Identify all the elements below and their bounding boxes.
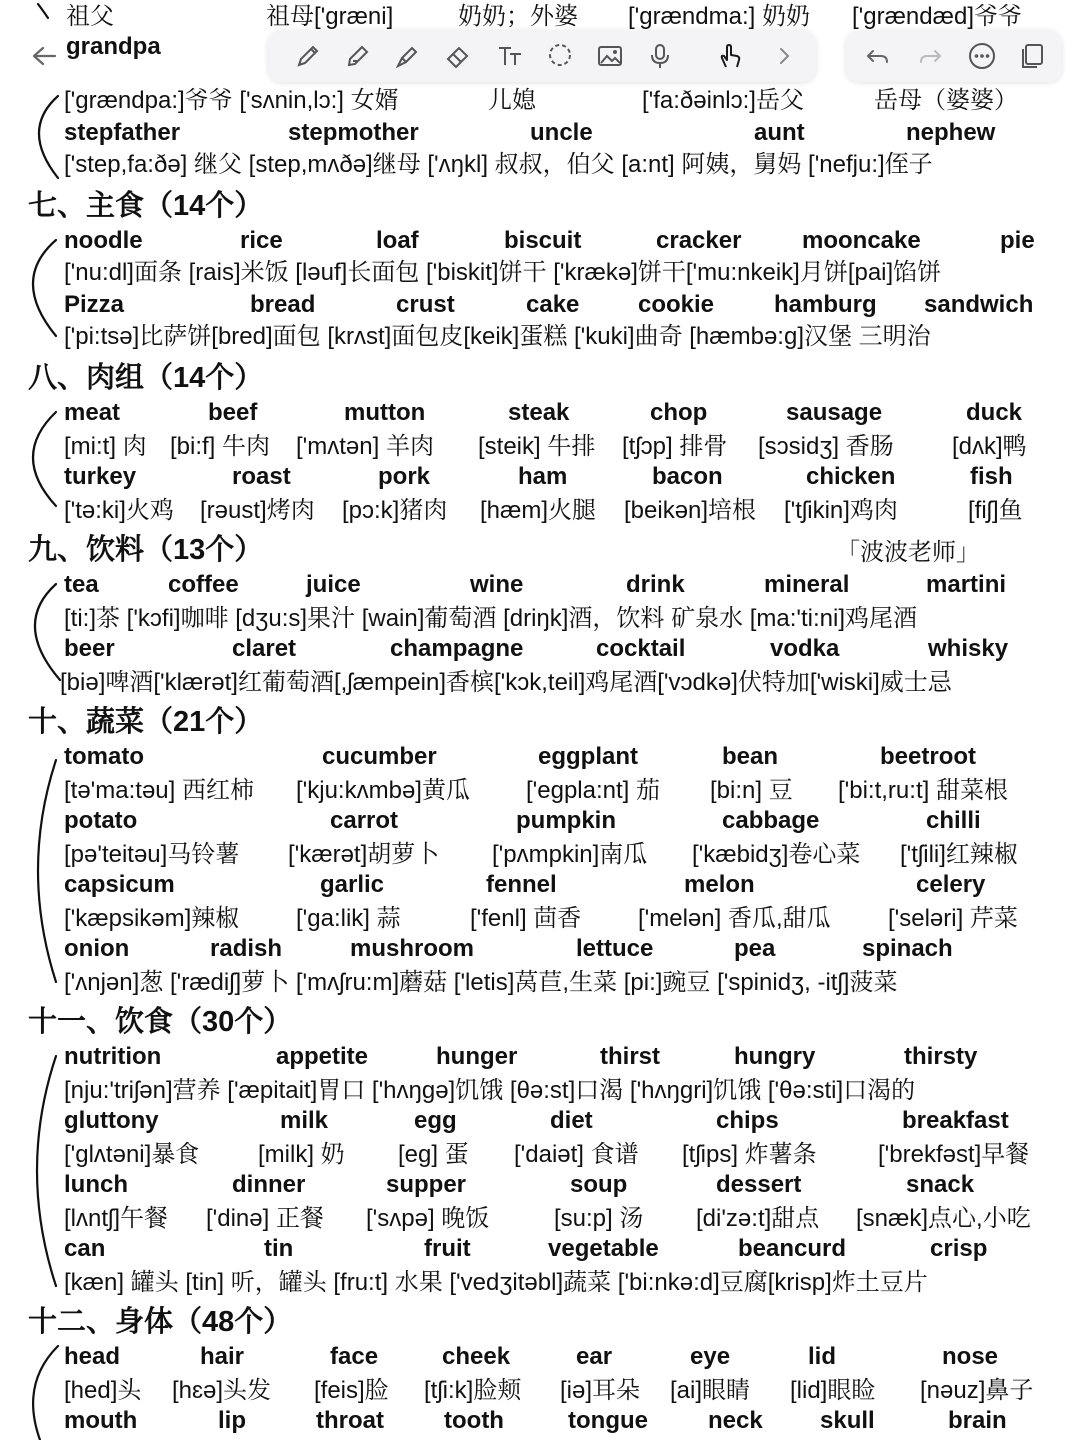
redo-icon (915, 41, 945, 71)
vocab-word: tongue (568, 1407, 648, 1434)
pencil-tool-button[interactable] (290, 38, 326, 74)
gloss-row (0, 494, 1080, 528)
vocab-word: dinner (232, 1171, 306, 1198)
vocab-word: vegetable (548, 1235, 659, 1262)
microphone-icon (645, 41, 675, 71)
vocab-word: snack (906, 1171, 975, 1198)
gloss: [snæk]点心,小吃 (856, 1205, 1031, 1232)
vocab-word: bread (250, 291, 316, 318)
vocab-word: beer (64, 635, 115, 662)
vocab-word: fennel (486, 871, 557, 898)
pages-icon (1017, 41, 1047, 71)
vocab-word: thirst (600, 1043, 660, 1070)
vocab-word: grandpa (66, 33, 161, 60)
vocab-word: biscuit (504, 227, 582, 254)
vocab-word: stepmother (288, 119, 419, 146)
microphone-tool-button[interactable] (642, 38, 678, 74)
vocab-word: throat (316, 1407, 384, 1434)
gloss: [tʃips] 炸薯条 (682, 1141, 817, 1168)
gloss: ['glʌtəni]暴食 (64, 1141, 200, 1168)
gloss: [steik] 牛排 (478, 433, 596, 460)
section-heading: 十一、饮食（30个） (28, 1006, 293, 1038)
back-button[interactable] (24, 38, 64, 74)
gloss-row (0, 966, 1080, 1000)
gloss: [tə'ma:təu] 西红柿 (64, 777, 254, 804)
pen-tool-button[interactable] (340, 38, 376, 74)
gloss: [hed]头 (64, 1377, 142, 1404)
vocab-word: tea (64, 571, 99, 598)
word-row (0, 740, 1080, 774)
vocab-word: sausage (786, 399, 883, 426)
gloss-row (0, 1266, 1080, 1300)
section-heading: 十二、身体（48个） (28, 1306, 293, 1338)
gloss: [mi:t] 肉 (64, 433, 147, 460)
word-row (0, 932, 1080, 966)
vocab-word: soup (570, 1171, 628, 1198)
gloss-row (0, 666, 1080, 700)
action-toolbar (846, 30, 1062, 82)
image-icon (595, 41, 625, 71)
gloss: [nju:'triʃən]营养 ['æpitait]胃口 ['hʌŋgə]饥饿 [θə:st]口渴 ['hʌŋgri]饥饿 ['θə:sti]口渴的 (64, 1077, 916, 1104)
vocab-word: breakfast (902, 1107, 1009, 1134)
vocab-word: aunt (754, 119, 805, 146)
vocab-word: pie (1000, 227, 1035, 254)
gloss: [pɔ:k]猪肉 (342, 497, 448, 524)
top-fragment-row (0, 0, 1080, 34)
vocab-word: lid (808, 1343, 836, 1370)
gloss: ['kju:kʌmbə]黄瓜 (296, 777, 470, 804)
vocab-word: pumpkin (516, 807, 616, 834)
gloss-row (0, 774, 1080, 808)
vocab-word: beef (208, 399, 258, 426)
word-row (0, 1104, 1080, 1138)
vocab-word: chicken (806, 463, 896, 490)
vocab-word: hamburg (774, 291, 877, 318)
gloss: [milk] 奶 (258, 1141, 345, 1168)
pen-icon (343, 41, 373, 71)
vocab-word: ear (576, 1343, 613, 1370)
vocab-word: melon (684, 871, 755, 898)
gloss: [lʌntʃ]午餐 (64, 1205, 169, 1232)
gloss: [tʃi:k]脸颊 (424, 1377, 522, 1404)
vocab-word: radish (210, 935, 283, 962)
word-row (0, 1040, 1080, 1074)
gloss: [lid]眼睑 (790, 1377, 876, 1404)
vocab-word: chop (650, 399, 708, 426)
word-row (0, 568, 1080, 602)
gloss: ['sʌpə] 晚饭 (366, 1205, 490, 1232)
vocab-word: claret (232, 635, 297, 662)
gloss: [kæn] 罐头 [tin] 听，罐头 [fru:t] 水果 ['vedʒitəbl]蔬菜 ['bi:nkə:d]豆腐[krisp]炸土豆片 (64, 1269, 928, 1296)
redo-button[interactable] (912, 38, 948, 74)
gloss: ['tʃili]红辣椒 (900, 841, 1018, 868)
word-row (0, 396, 1080, 430)
gloss: [beikən]培根 (624, 497, 757, 524)
vocab-word: martini (926, 571, 1007, 598)
image-tool-button[interactable] (592, 38, 628, 74)
vocab-word: fruit (424, 1235, 471, 1262)
vocab-word: cabbage (722, 807, 820, 834)
section-heading: 七、主食（14个） (28, 190, 264, 222)
vocab-word: mouth (64, 1407, 138, 1434)
vocab-word: can (64, 1235, 106, 1262)
text-icon (495, 41, 525, 71)
gloss: ['tʃikin]鸡肉 (784, 497, 898, 524)
vocab-word: tin (264, 1235, 294, 1262)
vocab-word: dessert (716, 1171, 802, 1198)
vocab-word: whisky (928, 635, 1009, 662)
word-row (0, 868, 1080, 902)
vocab-word: mushroom (350, 935, 475, 962)
gloss: ['melən] 香瓜,甜瓜 (638, 905, 831, 932)
vocab-word: chilli (926, 807, 981, 834)
gloss: ['seləri] 芹菜 (888, 905, 1018, 932)
gloss: ['egpla:nt] 茄 (526, 777, 660, 804)
gloss: [rəust]烤肉 (200, 497, 315, 524)
vocab-word: eye (690, 1343, 731, 1370)
word-row (0, 804, 1080, 838)
gloss-row (0, 902, 1080, 936)
vocab-word: duck (966, 399, 1023, 426)
vocab-word: stepfather (64, 119, 181, 146)
back-arrow-icon (31, 45, 57, 67)
gloss-row (0, 148, 1080, 182)
more-tools-button[interactable] (766, 38, 802, 74)
gloss: ['step,fa:ðə] 继父 [step,mʌðə]继母 ['ʌŋkl] 叔叔，伯父 [a:nt] 阿姨，舅妈 ['nefju:]侄子 (64, 151, 933, 178)
word-row (0, 1168, 1080, 1202)
vocab-word: crust (396, 291, 455, 318)
section-heading: 八、肉组（14个） (28, 362, 264, 394)
vocab-word: potato (64, 807, 138, 834)
gloss-row (0, 838, 1080, 872)
vocab-word: steak (508, 399, 570, 426)
vocab-word: lip (218, 1407, 246, 1434)
vocab-word: cocktail (596, 635, 686, 662)
word-gloss: 祖母['ɡræni] (266, 3, 394, 30)
gloss-row (0, 84, 1080, 118)
gloss: [iə]耳朵 (560, 1377, 641, 1404)
chevron-right-icon (769, 41, 799, 71)
vocab-word: champagne (390, 635, 524, 662)
word-row (0, 288, 1080, 322)
gloss: ['pi:tsə]比萨饼[bred]面包 [krʌst]面包皮[keik]蛋糕 ['kuki]曲奇 [hæmbə:ɡ]汉堡 三明治 (64, 323, 931, 350)
gloss: ['ʌnjən]葱 ['rædiʃ]萝卜 ['mʌʃru:m]蘑菇 ['letis]莴苣,生菜 [pi:]豌豆 ['spinidʒ, -itʃ]菠菜 (64, 969, 898, 996)
gloss: ['tə:ki]火鸡 (64, 497, 174, 524)
gloss: ['kæpsikəm]辣椒 (64, 905, 240, 932)
vocab-word: tooth (444, 1407, 504, 1434)
vocab-word: lunch (64, 1171, 128, 1198)
gloss-row (0, 320, 1080, 354)
gloss: ['mʌtən] 羊肉 (296, 433, 434, 460)
vocab-word: beancurd (738, 1235, 847, 1262)
word-row (0, 116, 1080, 150)
section-heading: 十、蔬菜（21个） (28, 706, 264, 738)
gloss: [dʌk]鸭 (952, 433, 1027, 460)
gloss: [di'zə:t]甜点 (696, 1205, 820, 1232)
word-row (0, 224, 1080, 258)
gloss-row (0, 1138, 1080, 1172)
vocab-word: nose (942, 1343, 999, 1370)
drawing-toolbar (268, 30, 816, 82)
vocab-word: milk (280, 1107, 329, 1134)
gloss: [feis]脸 (314, 1377, 389, 1404)
vocab-word: pork (378, 463, 431, 490)
gloss: [sɔsidʒ] 香肠 (758, 433, 894, 460)
vocab-word: nutrition (64, 1043, 162, 1070)
vocab-word: brain (948, 1407, 1007, 1434)
vocab-word: hunger (436, 1043, 518, 1070)
gloss: [fiʃ]鱼 (968, 497, 1023, 524)
vocab-word: onion (64, 935, 130, 962)
vocab-word: gluttony (64, 1107, 159, 1134)
vocab-word: juice (306, 571, 361, 598)
gloss: ['fa:ðəinlɔ:]岳父 (642, 87, 804, 114)
gloss: ['brekfəst]早餐 (878, 1141, 1030, 1168)
vocab-word: cheek (442, 1343, 511, 1370)
vocab-word: skull (820, 1407, 875, 1434)
word-row (0, 460, 1080, 494)
vocab-word: neck (708, 1407, 763, 1434)
vocab-word: mutton (344, 399, 426, 426)
gloss: ['ga:lik] 蒜 (296, 905, 401, 932)
vocab-word: egg (414, 1107, 457, 1134)
lasso-tool-button[interactable] (542, 38, 578, 74)
vocab-word: supper (386, 1171, 467, 1198)
vocab-word: beetroot (880, 743, 976, 770)
vocab-word: head (64, 1343, 121, 1370)
undo-button[interactable] (860, 38, 896, 74)
vocab-word: crisp (930, 1235, 988, 1262)
word-gloss: 奶奶；外婆 (458, 3, 578, 30)
gloss: 儿媳 (488, 87, 536, 114)
vocab-word: coffee (168, 571, 239, 598)
vocab-word: celery (916, 871, 986, 898)
more-options-button[interactable] (964, 38, 1000, 74)
eraser-tool-button[interactable] (440, 38, 476, 74)
vocab-word: garlic (320, 871, 385, 898)
word-gloss: ['ɡrændæd]爷爷 (852, 3, 1022, 30)
vocab-word: meat (64, 399, 121, 426)
eraser-icon (443, 41, 473, 71)
vocab-word: bean (722, 743, 779, 770)
vocab-word: spinach (862, 935, 953, 962)
vocab-word: appetite (276, 1043, 369, 1070)
gloss: ['ɡrændpa:]爷爷 ['sʌnin,lɔ:] 女婿 (64, 87, 399, 114)
vocab-word: wine (470, 571, 524, 598)
vocab-word: hungry (734, 1043, 816, 1070)
gloss: ['nu:dl]面条 [rais]米饭 [ləuf]长面包 ['biskit]饼干 ['krækə]饼干['mu:nkeik]月饼[pai]馅饼 (64, 259, 942, 286)
vocab-word: loaf (376, 227, 419, 254)
vocab-word: mooncake (802, 227, 921, 254)
word-row (0, 632, 1080, 666)
gloss: [tʃɔp] 排骨 (622, 433, 728, 460)
vocab-word: vodka (770, 635, 840, 662)
highlighter-icon (393, 41, 423, 71)
undo-icon (863, 41, 893, 71)
touch-hand-icon (715, 41, 745, 71)
vocab-word: drink (626, 571, 685, 598)
vocab-word: chips (716, 1107, 779, 1134)
word-row (0, 1404, 1080, 1438)
gloss: [eg] 蛋 (398, 1141, 469, 1168)
vocab-word: Pizza (64, 291, 125, 318)
gloss: [ai]眼睛 (670, 1377, 751, 1404)
gloss: ['pʌmpkin]南瓜 (492, 841, 648, 868)
vocab-word: turkey (64, 463, 137, 490)
gloss: ['bi:t,ru:t] 甜菜根 (838, 777, 1008, 804)
word-gloss: 祖父 (66, 3, 114, 30)
author-tag: 「波波老师」 (836, 539, 980, 566)
touch-tool-button[interactable] (712, 38, 748, 74)
vocab-word: roast (232, 463, 291, 490)
vocab-word: bacon (652, 463, 723, 490)
vocab-word: noodle (64, 227, 143, 254)
vocab-word: pea (734, 935, 776, 962)
vocab-word: cake (526, 291, 580, 318)
more-icon (967, 41, 997, 71)
gloss: ['fenl] 茴香 (470, 905, 582, 932)
gloss: [nəuz]鼻子 (920, 1377, 1034, 1404)
gloss-row (0, 602, 1080, 636)
vocab-word: cucumber (322, 743, 437, 770)
gloss-row (0, 256, 1080, 290)
gloss: [hæm]火腿 (480, 497, 597, 524)
gloss-row (0, 430, 1080, 464)
gloss: [ti:]茶 ['kɔfi]咖啡 [dʒu:s]果汁 [wain]葡萄酒 [driŋk]酒，饮料 矿泉水 [ma:'ti:ni]鸡尾酒 (64, 605, 918, 632)
vocab-word: fish (970, 463, 1013, 490)
vocab-word: tomato (64, 743, 144, 770)
vocab-word: cookie (638, 291, 715, 318)
word-row (0, 1340, 1080, 1374)
vocab-word: face (330, 1343, 379, 1370)
gloss-row (0, 1074, 1080, 1108)
vocab-word: nephew (906, 119, 996, 146)
text-tool-button[interactable] (492, 38, 528, 74)
gloss-row (0, 1374, 1080, 1408)
vocab-word: diet (550, 1107, 593, 1134)
gloss: ['daiət] 食谱 (514, 1141, 639, 1168)
vocab-word: lettuce (576, 935, 654, 962)
gloss: ['dinə] 正餐 (206, 1205, 324, 1232)
vocab-word: cracker (656, 227, 742, 254)
vocab-word: hair (200, 1343, 245, 1370)
gloss: [pə'teitəu]马铃薯 (64, 841, 240, 868)
vocab-word: thirsty (904, 1043, 978, 1070)
section-heading: 九、饮料（13个） (28, 534, 264, 566)
gloss: [hɛə]头发 (172, 1377, 272, 1404)
gloss: [su:p] 汤 (554, 1205, 644, 1232)
vocab-word: uncle (530, 119, 593, 146)
gloss-row (0, 1202, 1080, 1236)
word-row (0, 1232, 1080, 1266)
gloss: 岳母（婆婆） (874, 87, 1018, 114)
lasso-icon (545, 41, 575, 71)
vocab-word: eggplant (538, 743, 638, 770)
gloss: ['kæbidʒ]卷心菜 (692, 841, 861, 868)
pencil-icon (293, 41, 323, 71)
gloss: [biə]啤酒['klærət]红葡萄酒[,ʃæmpein]香槟['kɔk,teil]鸡尾酒['vɔdkə]伏特加['wiski]威士忌 (60, 669, 952, 696)
vocab-word: mineral (764, 571, 850, 598)
vocab-word: sandwich (924, 291, 1034, 318)
vocab-word: carrot (330, 807, 399, 834)
gloss: [bi:f] 牛肉 (170, 433, 271, 460)
vocab-word: ham (518, 463, 568, 490)
gloss: [bi:n] 豆 (710, 777, 793, 804)
gloss: ['kærət]胡萝卜 (288, 841, 440, 868)
highlighter-tool-button[interactable] (390, 38, 426, 74)
word-gloss: ['ɡrændma:] 奶奶 (628, 3, 810, 30)
vocab-word: rice (240, 227, 283, 254)
vocab-word: capsicum (64, 871, 175, 898)
pages-button[interactable] (1014, 38, 1050, 74)
